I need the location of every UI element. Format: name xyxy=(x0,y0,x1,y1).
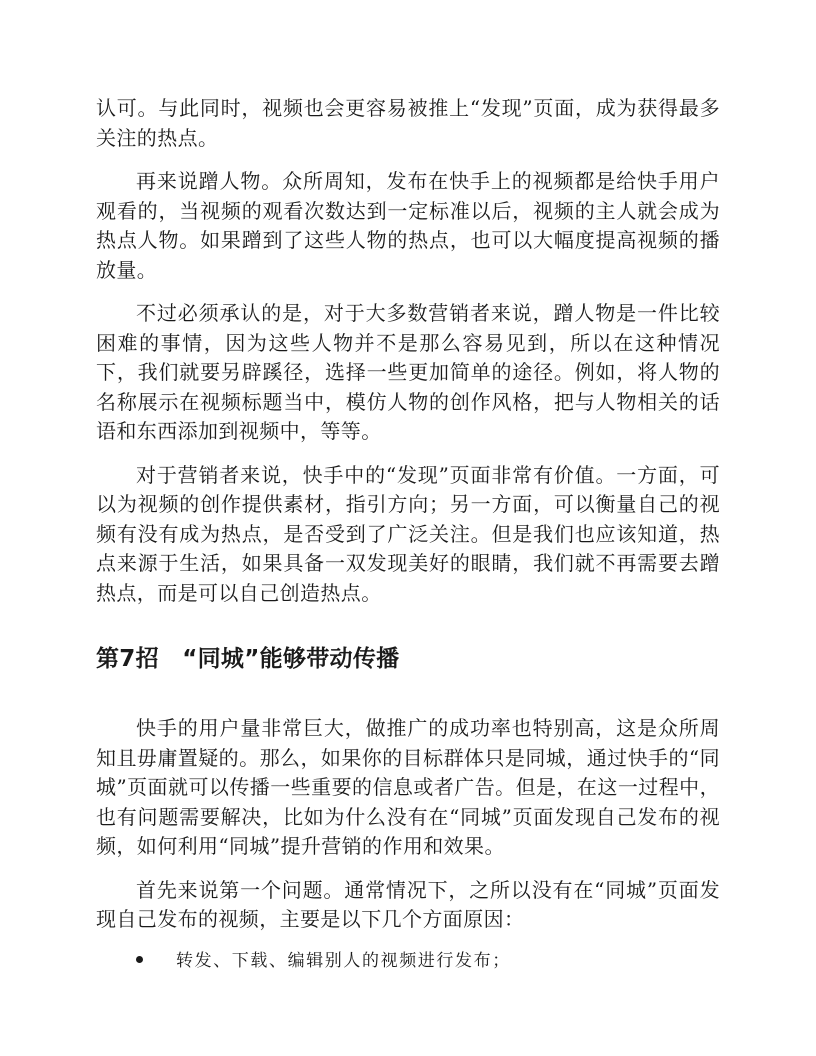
paragraph-difficulty: 不过必须承认的是，对于大多数营销者来说，蹭人物是一件比较困难的事情，因为这些人物并不是那么容易见到，所以在这种情况下，我们就要另辟蹊径，选择一些更加简单的途径。例如，将人物的名称展示在视频标题当中，模仿人物的创作风格，把与人物相关的话语和东西添加到视频中，等等。 xyxy=(96,301,720,443)
bullet-icon xyxy=(136,956,143,963)
list-item-text: 转发、下载、编辑别人的视频进行发布； xyxy=(176,950,511,971)
list-item xyxy=(96,947,720,975)
paragraph-same-city-intro: 快手的用户量非常巨大，做推广的成功率也特别高，这是众所周知且毋庸置疑的。那么，如果你的目标群体只是同城，通过快手的“同城”页面就可以传播一些重要的信息或者广告。但是，在这一过程中，也有问题需要解决，比如为什么没有在“同城”页面发现自己发布的视频，如何利用“同城”提升营销的作用和效果。 xyxy=(96,716,720,858)
paragraph-people-hotspot: 再来说蹭人物。众所周知，发布在快手上的视频都是给快手用户观看的，当视频的观看次数达到一定标准以后，视频的主人就会成为热点人物。如果蹭到了这些人物的热点，也可以大幅度提高视频的播放量。 xyxy=(96,169,720,282)
document-page xyxy=(96,94,720,975)
paragraph-discover-value: 对于营销者来说，快手中的“发现”页面非常有价值。一方面，可以为视频的创作提供素材，指引方向；另一方面，可以衡量自己的视频有没有成为热点，是否受到了广泛关注。但是我们也应该知道，热点来源于生活，如果具备一双发现美好的眼睛，我们就不再需要去蹭热点，而是可以自己创造热点。 xyxy=(96,462,720,605)
paragraph-continuation: 认可。与此同时，视频也会更容易被推上“发现”页面，成为获得最多关注的热点。 xyxy=(96,96,720,150)
reasons-list xyxy=(96,947,720,975)
paragraph-first-question: 首先来说第一个问题。通常情况下，之所以没有在“同城”页面发现自己发布的视频，主要是以下几个方面原因： xyxy=(96,877,720,931)
section-heading: 第7招 “同城”能够带动传播 xyxy=(96,646,400,672)
